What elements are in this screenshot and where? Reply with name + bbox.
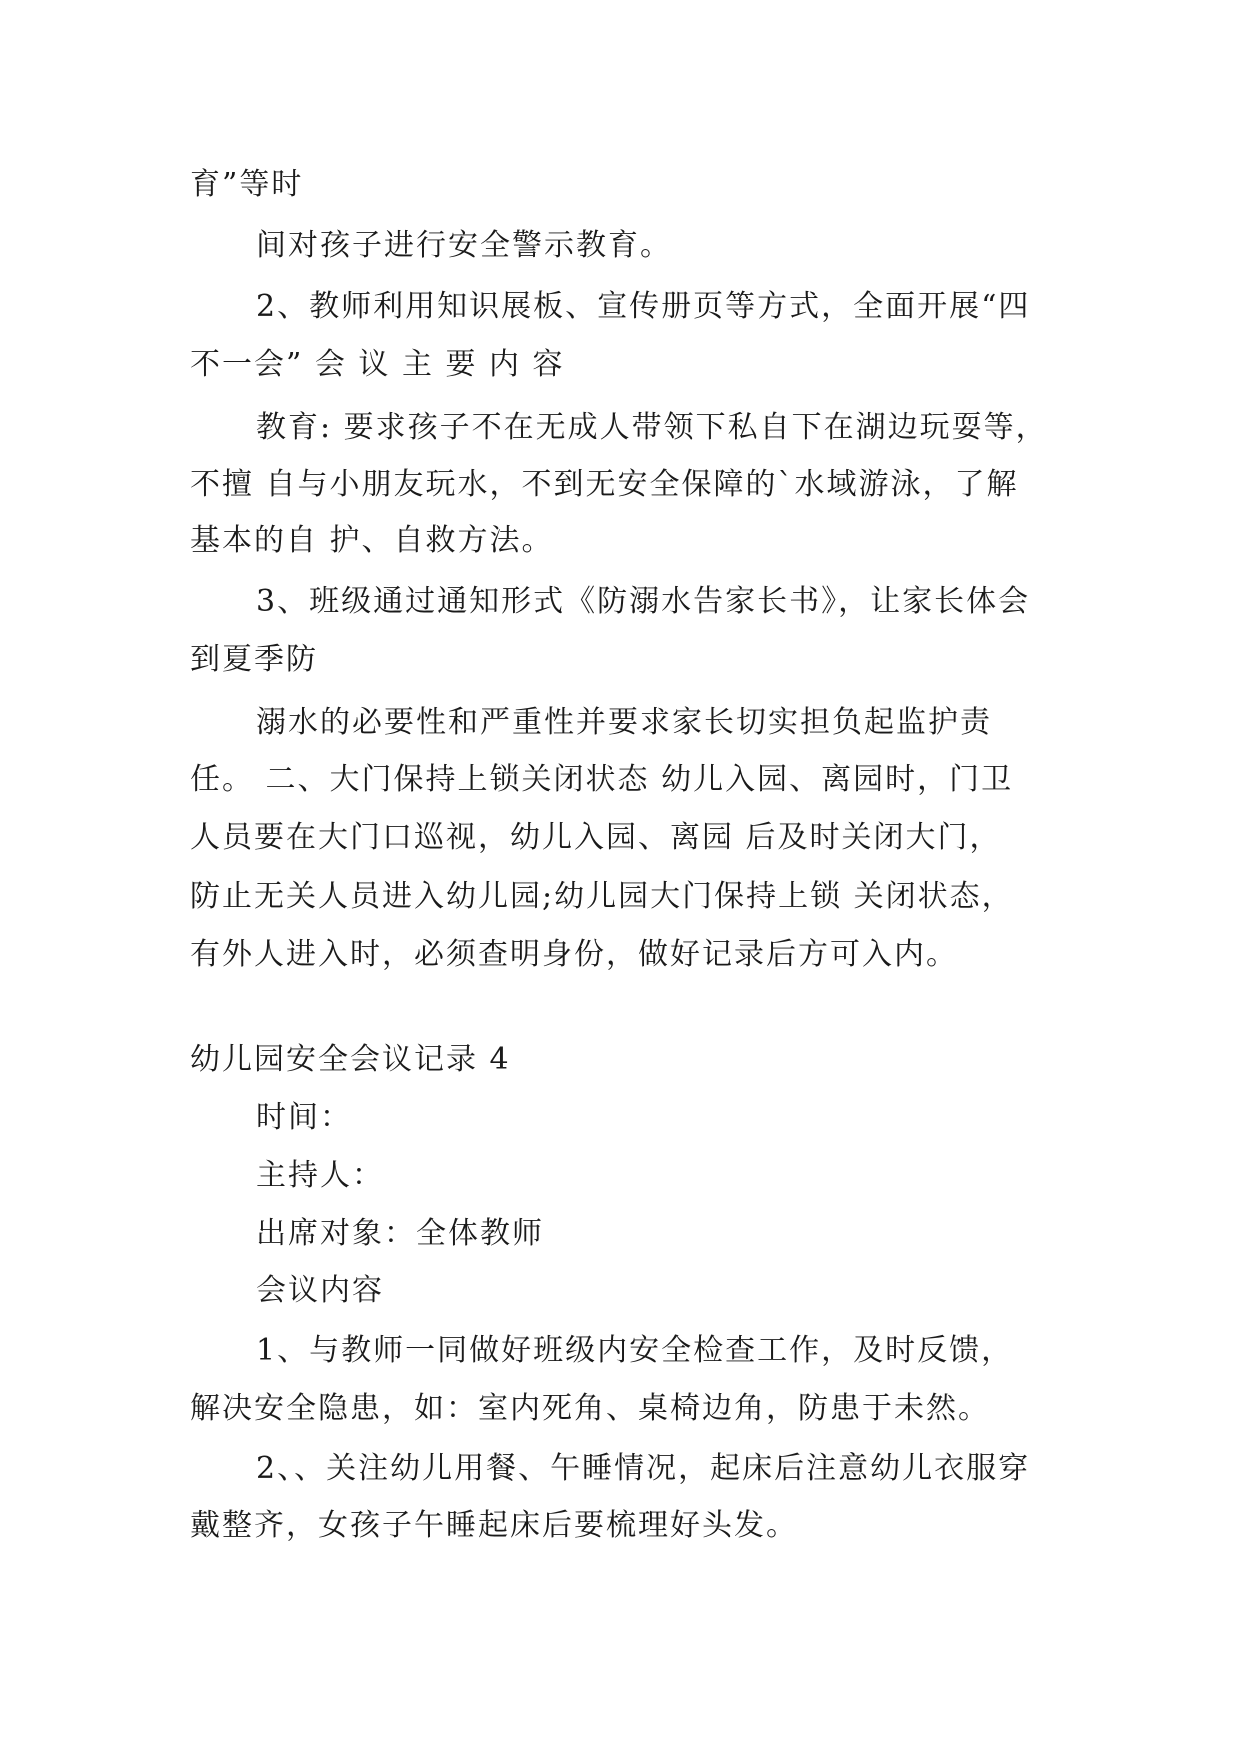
text-line: 不一会” 会 议 主 要 内 容 bbox=[190, 347, 565, 382]
text-line: 到夏季防 bbox=[190, 642, 318, 677]
text-line: 人员要在大门口巡视，幼儿入园、离园 后及时关闭大门， bbox=[190, 820, 1002, 855]
content-heading: 会议内容 bbox=[256, 1273, 384, 1308]
list-item: 1、与教师一同做好班级内安全检查工作，及时反馈， bbox=[256, 1333, 1014, 1368]
list-item: 2、、关注幼儿用餐、午睡情况，起床后注意幼儿衣服穿 bbox=[256, 1451, 1031, 1486]
field-host: 主持人： bbox=[256, 1158, 384, 1193]
text-line: 育”等时 bbox=[190, 167, 304, 202]
text-line: 间对孩子进行安全警示教育。 bbox=[256, 228, 672, 263]
text-line: 3、班级通过通知形式《防溺水告家长书》，让家长体会 bbox=[256, 584, 1031, 619]
list-item: 戴整齐，女孩子午睡起床后要梳理好头发。 bbox=[190, 1508, 798, 1543]
text-line: 任。 二、大门保持上锁关闭状态 幼儿入园、离园时，门卫 bbox=[190, 762, 1014, 797]
text-line: 2、教师利用知识展板、宣传册页等方式，全面开展“四 bbox=[256, 289, 1031, 324]
list-item: 解决安全隐患，如：室内死角、桌椅边角，防患于未然。 bbox=[190, 1391, 990, 1426]
field-attendees: 出席对象：全体教师 bbox=[256, 1216, 544, 1251]
text-line: 防止无关人员进入幼儿园;幼儿园大门保持上锁 关闭状态， bbox=[190, 879, 1014, 914]
section-title: 幼儿园安全会议记录 4 bbox=[190, 1042, 511, 1077]
text-line: 不擅 自与小朋友玩水，不到无安全保障的`水域游泳，了解 bbox=[190, 467, 1019, 502]
text-line: 溺水的必要性和严重性并要求家长切实担负起监护责 bbox=[256, 705, 992, 740]
field-time: 时间： bbox=[256, 1100, 352, 1135]
text-line: 有外人进入时，必须查明身份，做好记录后方可入内。 bbox=[190, 937, 958, 972]
text-line: 基本的自 护、自救方法。 bbox=[190, 523, 554, 558]
text-line: 教育: 要求孩子不在无成人带领下私自下在湖边玩耍等， bbox=[256, 410, 1048, 445]
